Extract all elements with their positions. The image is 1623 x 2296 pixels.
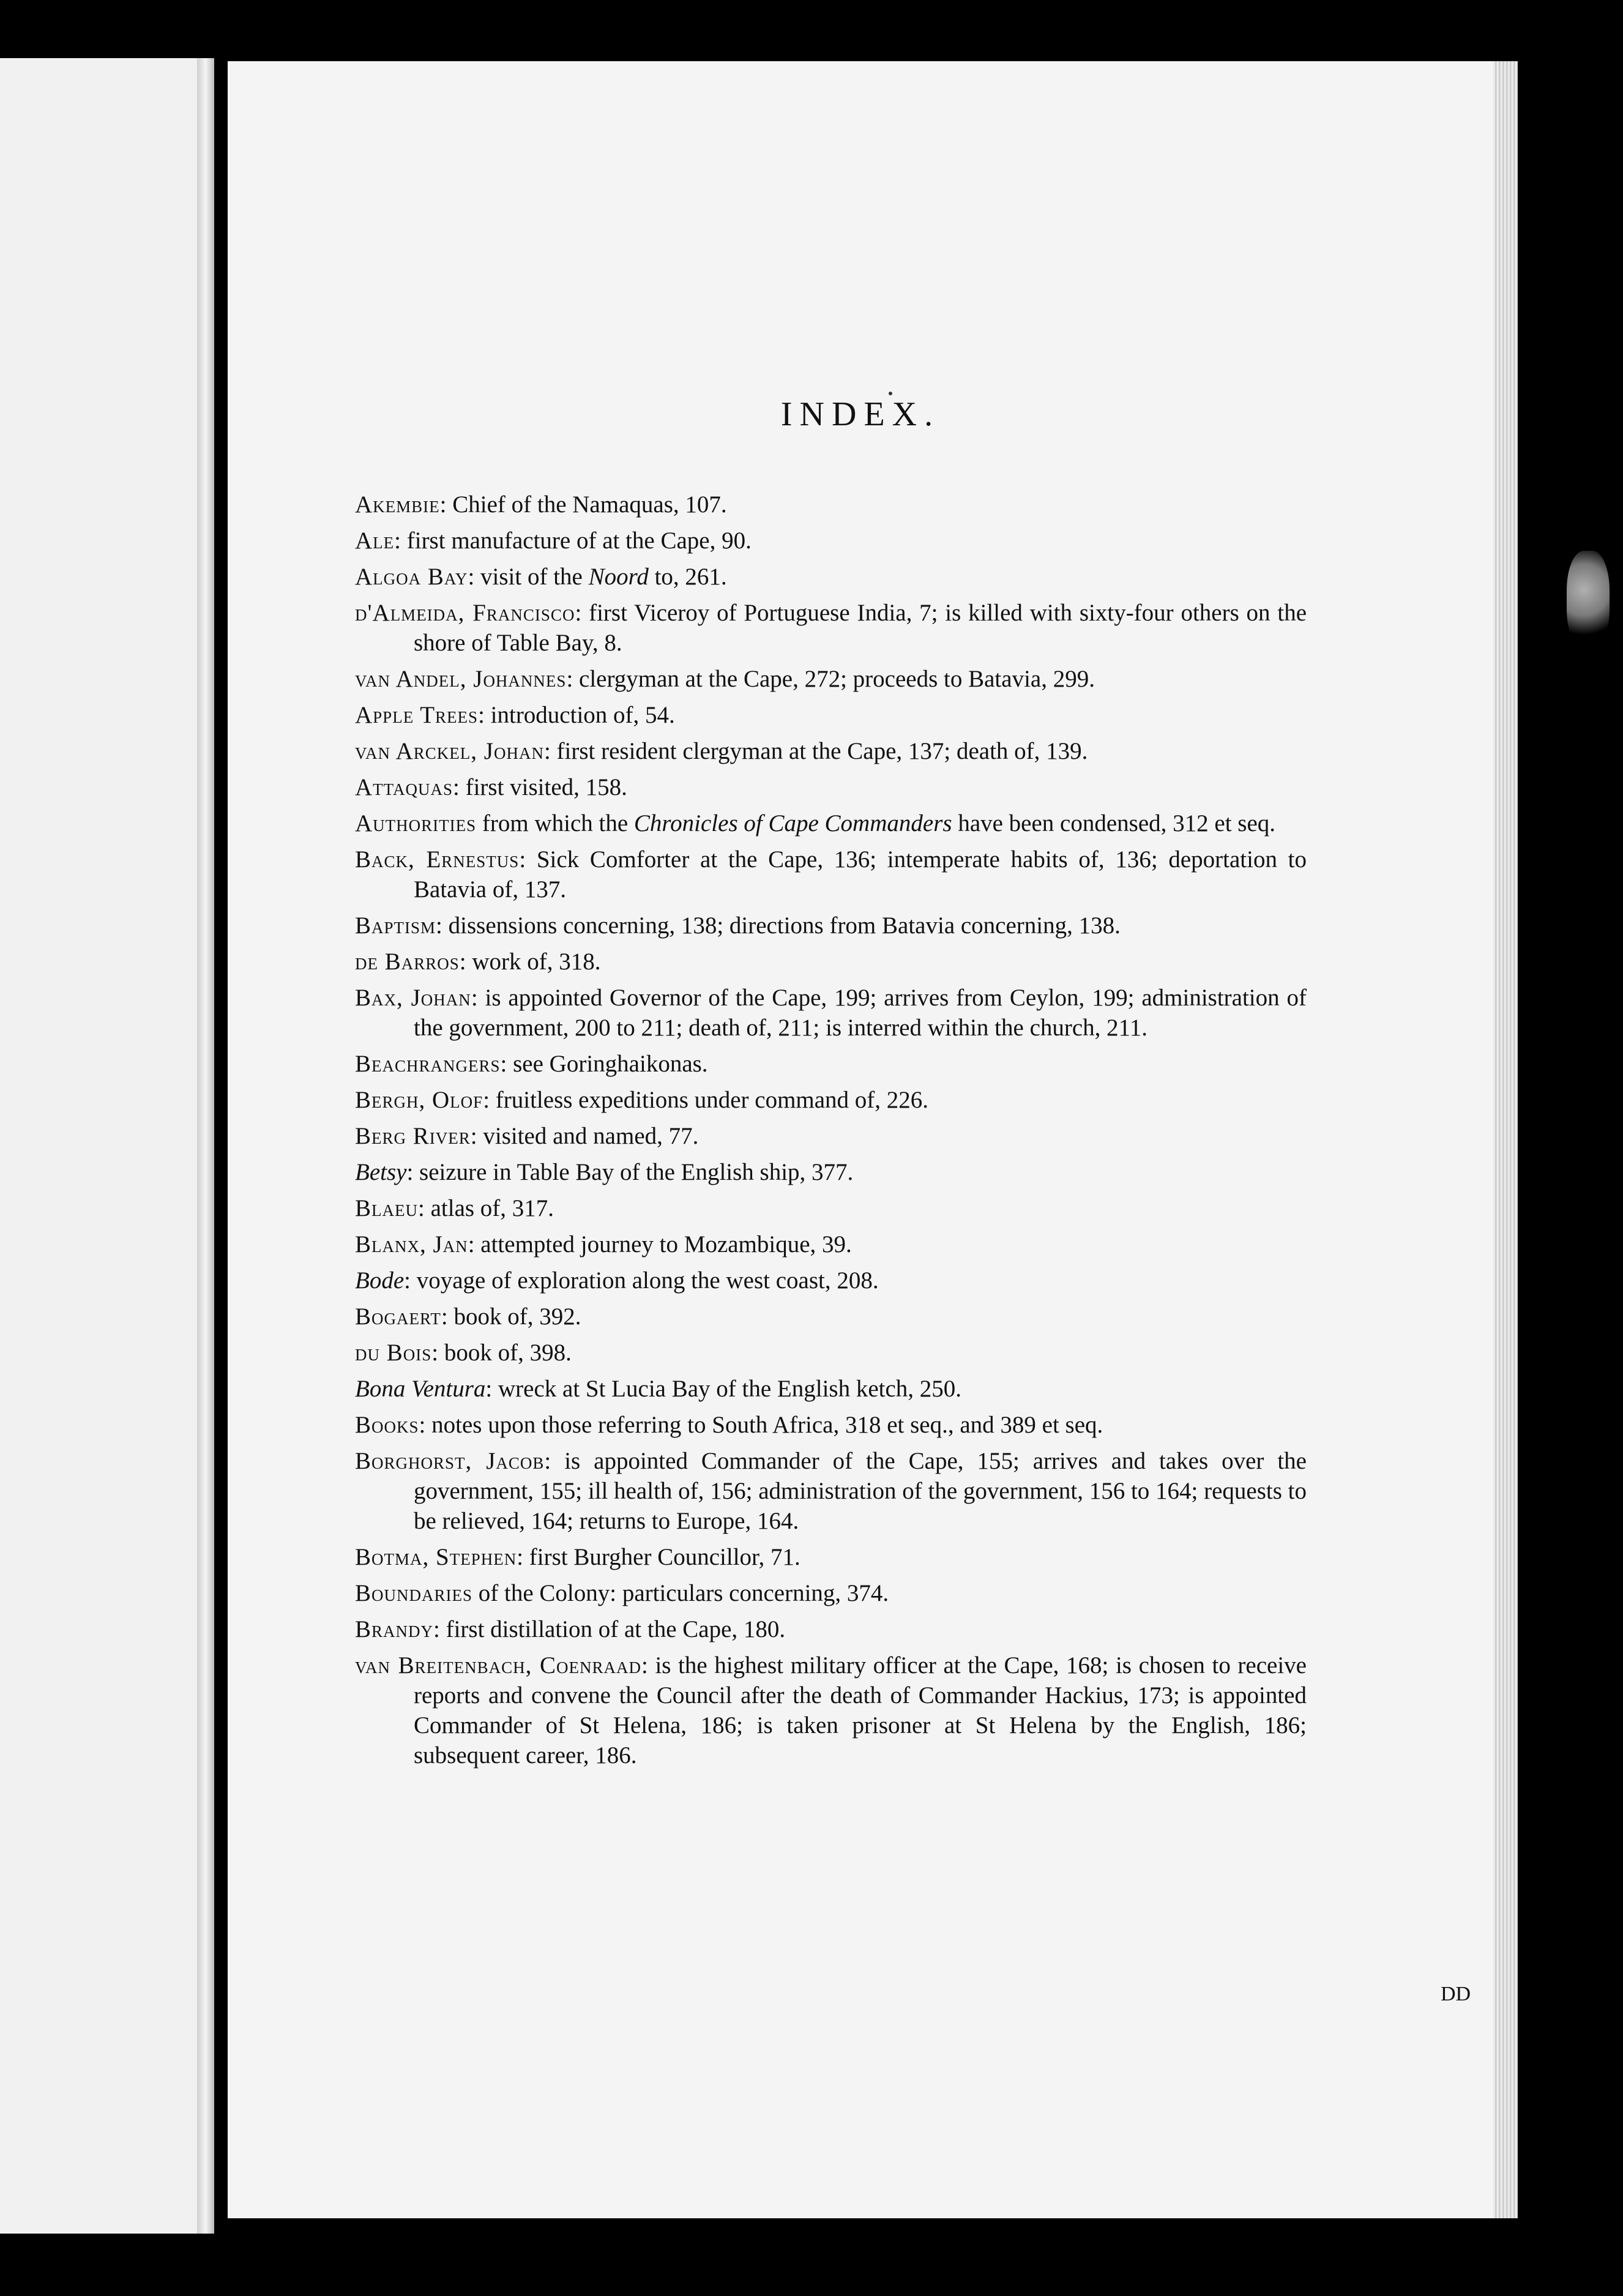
entry-text: : voyage of exploration along the west coast, 208. xyxy=(404,1267,879,1294)
index-entry xyxy=(355,1650,1307,1770)
entry-heading: Algoa Bay xyxy=(355,564,468,590)
entry-text: : visited and named, 77. xyxy=(470,1123,699,1149)
entry-heading: Bona Ventura xyxy=(355,1376,486,1402)
page-stack-edge xyxy=(1493,61,1518,2218)
entry-heading: Boundaries xyxy=(355,1580,473,1606)
index-entry xyxy=(355,808,1307,838)
entry-text: : atlas of, 317. xyxy=(418,1195,554,1221)
entry-text: : first Burgher Councillor, 71. xyxy=(517,1544,800,1570)
entry-heading: Bode xyxy=(355,1267,405,1294)
entry-italic: Chronicles of Cape Commanders xyxy=(633,810,952,837)
page-title: INDEX. xyxy=(780,395,941,433)
entry-text: : is appointed Commander of the Cape, 155; arrives and takes over the government, 155; ill health of, 156; administration of the government, 156 to 164; requests to be relieved, 164; returns to Europe, 164. xyxy=(414,1448,1307,1534)
index-entry xyxy=(355,1121,1307,1151)
entry-heading: van Arckel, Johan xyxy=(355,738,544,764)
entry-heading: Akembie xyxy=(355,491,440,518)
index-entry xyxy=(355,1338,1307,1368)
entry-text: : see Goringhaikonas. xyxy=(500,1051,708,1077)
entry-text: : book of, 392. xyxy=(441,1303,581,1330)
entry-heading: Bax, Johan xyxy=(355,985,471,1011)
entry-text: : seizure in Table Bay of the English ship, 377. xyxy=(406,1159,854,1185)
index-entry xyxy=(355,911,1307,941)
entry-text: : fruitless expeditions under command of, 226. xyxy=(483,1087,929,1113)
entry-text: of the Colony: particulars concerning, 374. xyxy=(472,1580,889,1606)
entry-heading: Bogaert xyxy=(355,1303,441,1330)
index-entry xyxy=(355,1265,1307,1295)
entry-text: : first resident clergyman at the Cape, 137; death of, 139. xyxy=(543,738,1088,764)
entry-heading: Betsy xyxy=(355,1159,407,1185)
entry-text: : visit of the xyxy=(468,564,589,590)
index-entries xyxy=(355,490,1307,1776)
entry-heading: Blanx, Jan xyxy=(355,1231,468,1258)
index-entry xyxy=(355,1302,1307,1332)
index-entry xyxy=(355,736,1307,766)
entry-text: : is the highest military officer at the Cape, 168; is chosen to receive reports and convene the Council after the death of Commander Hackius, 173; is appointed Commander of St Helena, 186; is taken prisoner at St Helena by the English, 186; subsequent career, 186. xyxy=(414,1652,1307,1769)
entry-heading: Apple Trees xyxy=(355,702,479,728)
index-entry xyxy=(355,1374,1307,1404)
entry-text: : Sick Comforter at the Cape, 136; intemperate habits of, 136; deportation to Batavia of, 137. xyxy=(414,846,1307,903)
entry-text: : first manufacture of at the Cape, 90. xyxy=(394,527,752,554)
entry-text: : attempted journey to Mozambique, 39. xyxy=(468,1231,852,1258)
entry-text: : clergyman at the Cape, 272; proceeds to Batavia, 299. xyxy=(566,666,1095,692)
index-entry xyxy=(355,490,1307,520)
entry-heading: Baptism xyxy=(355,912,436,939)
entry-text: : notes upon those referring to South Africa, 318 et seq., and 389 et seq. xyxy=(419,1412,1103,1438)
entry-heading: de Barros xyxy=(355,949,460,975)
entry-heading: d'Almeida, Francisco xyxy=(355,600,575,626)
entry-heading: van Breitenbach, Coenraad xyxy=(355,1652,641,1679)
entry-text: : first Viceroy of Portuguese India, 7; is killed with sixty-four others on the shore of Table Bay, 8. xyxy=(414,600,1307,656)
index-entry xyxy=(355,1542,1307,1572)
entry-heading: Borghorst, Jacob xyxy=(355,1448,545,1474)
entry-heading: Authorities xyxy=(355,810,477,837)
entry-heading: Botma, Stephen xyxy=(355,1544,517,1570)
entry-italic: Noord xyxy=(588,564,649,590)
index-entry xyxy=(355,1229,1307,1259)
left-facing-page xyxy=(0,58,214,2234)
index-entry xyxy=(355,1157,1307,1187)
index-entry xyxy=(355,1614,1307,1644)
entry-heading: Attaquas xyxy=(355,774,453,800)
entry-heading: Blaeu xyxy=(355,1195,418,1221)
entry-heading: du Bois xyxy=(355,1340,432,1366)
entry-text: from which the xyxy=(476,810,634,837)
entry-heading: Brandy xyxy=(355,1616,434,1642)
index-entry xyxy=(355,983,1307,1043)
entry-heading: Beachrangers xyxy=(355,1051,501,1077)
index-entry xyxy=(355,664,1307,694)
entry-text: : dissensions concerning, 138; directions from Batavia concerning, 138. xyxy=(436,912,1121,939)
left-page-edge xyxy=(197,58,214,2234)
index-entry xyxy=(355,1193,1307,1223)
index-entry xyxy=(355,562,1307,592)
entry-text: : book of, 398. xyxy=(431,1340,572,1366)
entry-heading: Back, Ernestus xyxy=(355,846,520,873)
entry-text: : is appointed Governor of the Cape, 199; arrives from Ceylon, 199; administration of the government, 200 to 211; death of, 211; is interred within the church, 211. xyxy=(414,985,1307,1041)
entry-heading: Ale xyxy=(355,527,395,554)
page-stain xyxy=(1567,551,1610,649)
index-entry xyxy=(355,700,1307,730)
index-entry xyxy=(355,772,1307,802)
entry-text: : first visited, 158. xyxy=(453,774,627,800)
index-entry xyxy=(355,1410,1307,1440)
index-entry xyxy=(355,844,1307,904)
entry-heading: Berg River xyxy=(355,1123,471,1149)
index-entry xyxy=(355,1446,1307,1536)
entry-text: : introduction of, 54. xyxy=(478,702,675,728)
entry-text: : work of, 318. xyxy=(459,949,601,975)
index-entry xyxy=(355,1049,1307,1079)
index-entry xyxy=(355,1578,1307,1608)
entry-text-tail: have been condensed, 312 et seq. xyxy=(952,810,1276,837)
entry-text-tail: to, 261. xyxy=(648,564,727,590)
index-entry xyxy=(355,947,1307,977)
signature-mark: DD xyxy=(1441,1983,1471,2005)
entry-heading: Bergh, Olof xyxy=(355,1087,483,1113)
entry-heading: Books xyxy=(355,1412,419,1438)
entry-text: : wreck at St Lucia Bay of the English ketch, 250. xyxy=(485,1376,962,1402)
index-entry xyxy=(355,598,1307,658)
entry-heading: van Andel, Johannes xyxy=(355,666,567,692)
entry-text: : Chief of the Namaquas, 107. xyxy=(439,491,727,518)
entry-text: : first distillation of at the Cape, 180. xyxy=(433,1616,786,1642)
index-entry xyxy=(355,1085,1307,1115)
index-entry xyxy=(355,526,1307,556)
